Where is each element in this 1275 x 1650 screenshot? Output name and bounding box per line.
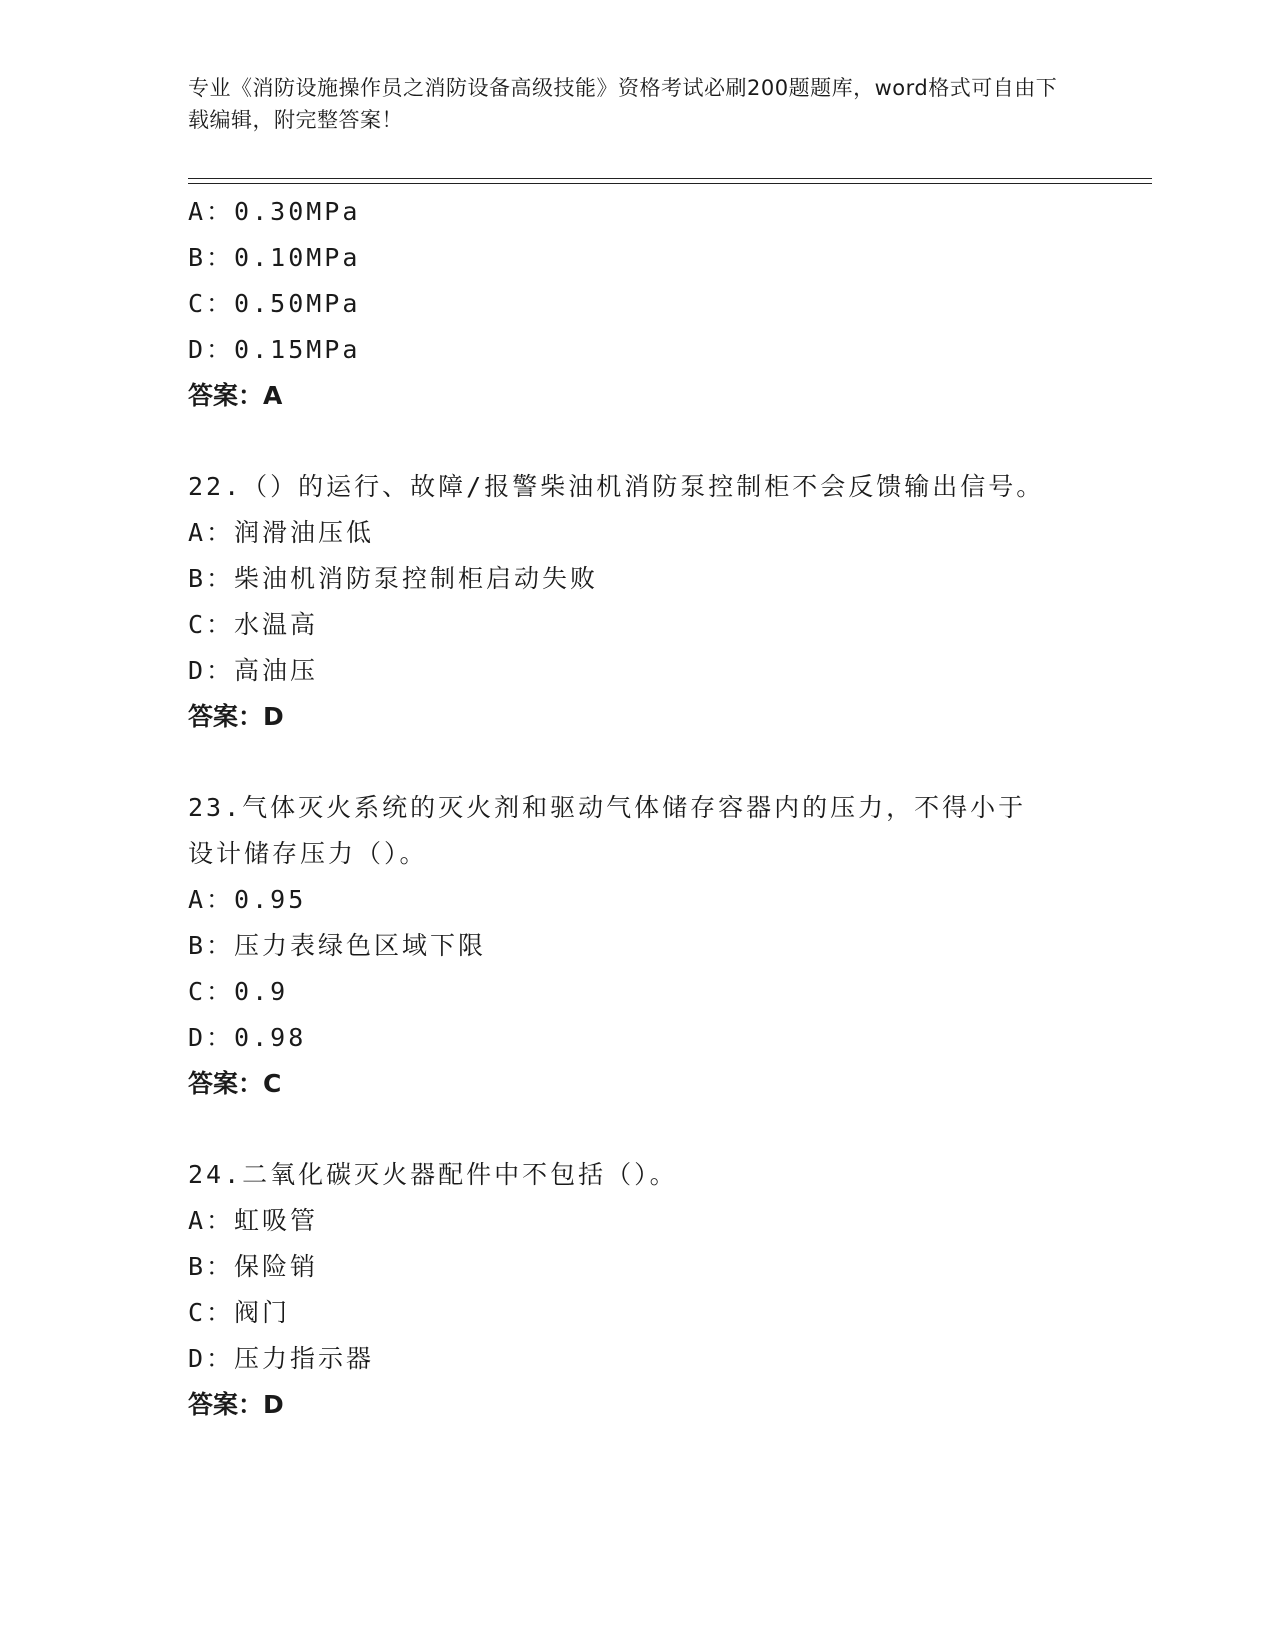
option-c: C：水温高 [188,610,319,639]
question-23 [188,785,1088,1107]
option-b: B：0.10MPa [188,243,361,272]
answer: 答案：A [188,381,283,410]
question-text: 22.（）的运行、故障/报警柴油机消防泵控制柜不会反馈输出信号。 [188,472,1045,501]
header-divider-top [188,178,1152,179]
option-a: A：0.30MPa [188,197,361,226]
option-b: B：保险销 [188,1252,319,1281]
question-21 [188,189,1088,419]
question-text: 23.气体灭火系统的灭火剂和驱动气体储存容器内的压力，不得小于设计储存压力（）。 [188,793,1027,868]
question-list [188,189,1088,1428]
option-d: D：高油压 [188,656,319,685]
answer: 答案：D [188,702,284,731]
document-header: 专业《消防设施操作员之消防设备高级技能》资格考试必刷200题题库，word格式可自由下载编辑，附完整答案！ [188,76,1058,132]
option-a: A：0.95 [188,885,307,914]
question-text: 24.二氧化碳灭火器配件中不包括（）。 [188,1160,678,1189]
header-divider-bottom [188,183,1152,184]
option-a: A：虹吸管 [188,1206,319,1235]
question-22 [188,464,1088,740]
answer: 答案：C [188,1069,282,1098]
option-a: A：润滑油压低 [188,518,375,547]
answer: 答案：D [188,1390,284,1419]
option-d: D：压力指示器 [188,1344,375,1373]
option-d: D：0.98 [188,1023,307,1052]
option-b: B：柴油机消防泵控制柜启动失败 [188,564,599,593]
option-b: B：压力表绿色区域下限 [188,931,487,960]
option-d: D：0.15MPa [188,335,361,364]
option-c: C：阀门 [188,1298,291,1327]
option-c: C：0.9 [188,977,289,1006]
question-24 [188,1152,1088,1428]
option-c: C：0.50MPa [188,289,361,318]
